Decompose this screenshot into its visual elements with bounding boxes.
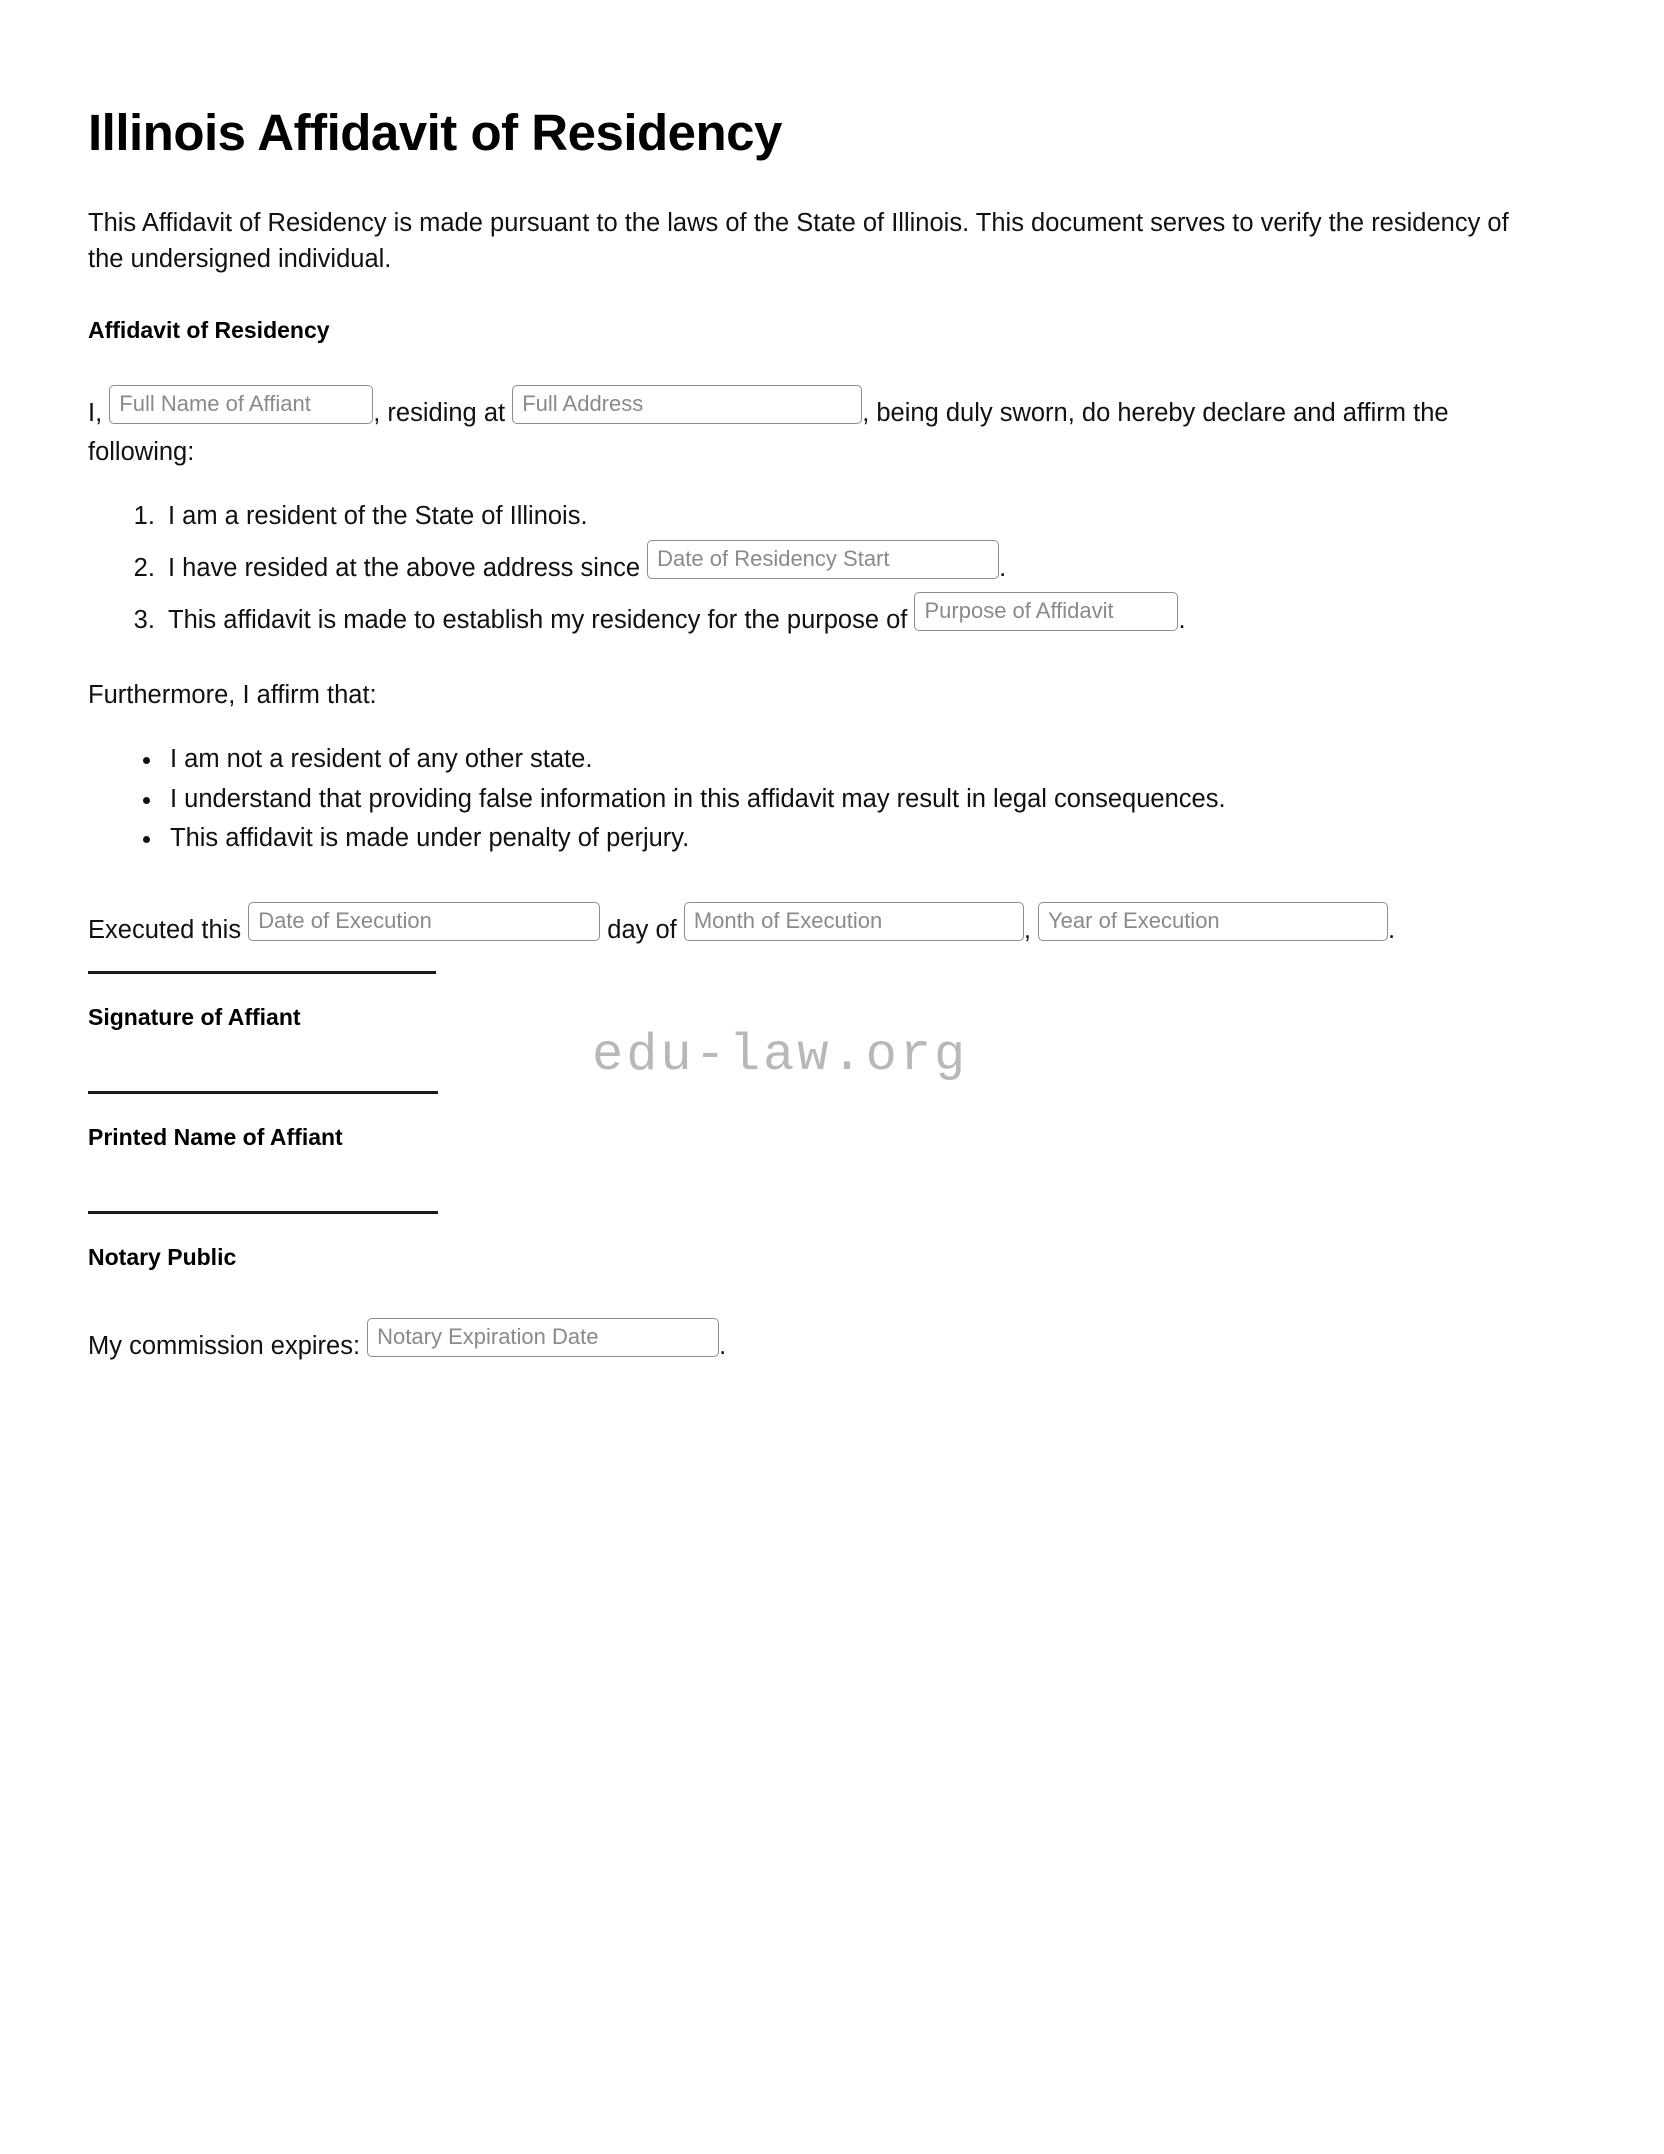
declaration-paragraph [88, 382, 1523, 472]
date-of-residency-start-input[interactable]: Date of Residency Start [647, 540, 999, 579]
intro-paragraph: This Affidavit of Residency is made pursuant to the laws of the State of Illinois. This document serves to verify the residency of the undersigned individual. [88, 208, 1509, 273]
numbered-item-1-text: I am a resident of the State of Illinois. [168, 501, 588, 530]
full-address-input[interactable]: Full Address [512, 385, 862, 424]
list-item [162, 498, 1548, 535]
commission-paragraph [88, 1315, 1523, 1365]
execution-comma: , [1023, 916, 1031, 945]
execution-period: . [1388, 916, 1396, 945]
list-item: • I am not a resident of any other state. [164, 741, 1548, 778]
numbered-item-3-text-after: . [1178, 605, 1186, 634]
list-item [162, 589, 1548, 639]
list-item: • This affidavit is made under penalty of perjury. [164, 820, 1548, 857]
furthermore-bullet-list [88, 741, 1548, 857]
commission-text-before: My commission expires: [88, 1332, 361, 1361]
execution-text-before: Executed this [88, 916, 242, 945]
year-of-execution-input[interactable]: Year of Execution [1038, 902, 1388, 941]
page-title: Illinois Affidavit of Residency [88, 104, 782, 161]
watermark-edu-law: edu-law.org [592, 1026, 969, 1085]
list-item: • I understand that providing false information in this affidavit may result in legal consequences. [164, 781, 1548, 818]
list-item [162, 537, 1548, 587]
notary-expiration-date-input[interactable]: Notary Expiration Date [367, 1318, 719, 1357]
full-name-of-affiant-input[interactable]: Full Name of Affiant [109, 385, 373, 424]
numbered-item-2-text-after: . [999, 553, 1007, 582]
purpose-of-affidavit-input[interactable]: Purpose of Affidavit [914, 592, 1178, 631]
section-heading-affidavit-of-residency: Affidavit of Residency [88, 317, 330, 344]
signature-of-affiant-label: Signature of Affiant [88, 1004, 301, 1031]
declaration-mid-text-2: , being duly sworn, do hereby declare and affirm the following: [88, 399, 1449, 466]
numbered-item-3-text-before: This affidavit is made to establish my residency for the purpose of [168, 605, 908, 634]
month-of-execution-input[interactable]: Month of Execution [684, 902, 1024, 941]
declaration-lead-in-text: I, [88, 399, 103, 428]
furthermore-lead-paragraph: Furthermore, I affirm that: [88, 681, 377, 710]
date-of-execution-input[interactable]: Date of Execution [248, 902, 600, 941]
notary-public-label: Notary Public [88, 1244, 237, 1271]
commission-period: . [719, 1332, 727, 1361]
numbered-item-2-text-before: I have resided at the above address since [168, 553, 641, 582]
declaration-mid-text-1: , residing at [373, 399, 506, 428]
document-content [88, 0, 1548, 1365]
execution-text-middle: day of [607, 916, 677, 945]
execution-paragraph [88, 899, 1523, 949]
declaration-numbered-list [88, 498, 1548, 640]
printed-name-of-affiant-label: Printed Name of Affiant [88, 1124, 343, 1151]
